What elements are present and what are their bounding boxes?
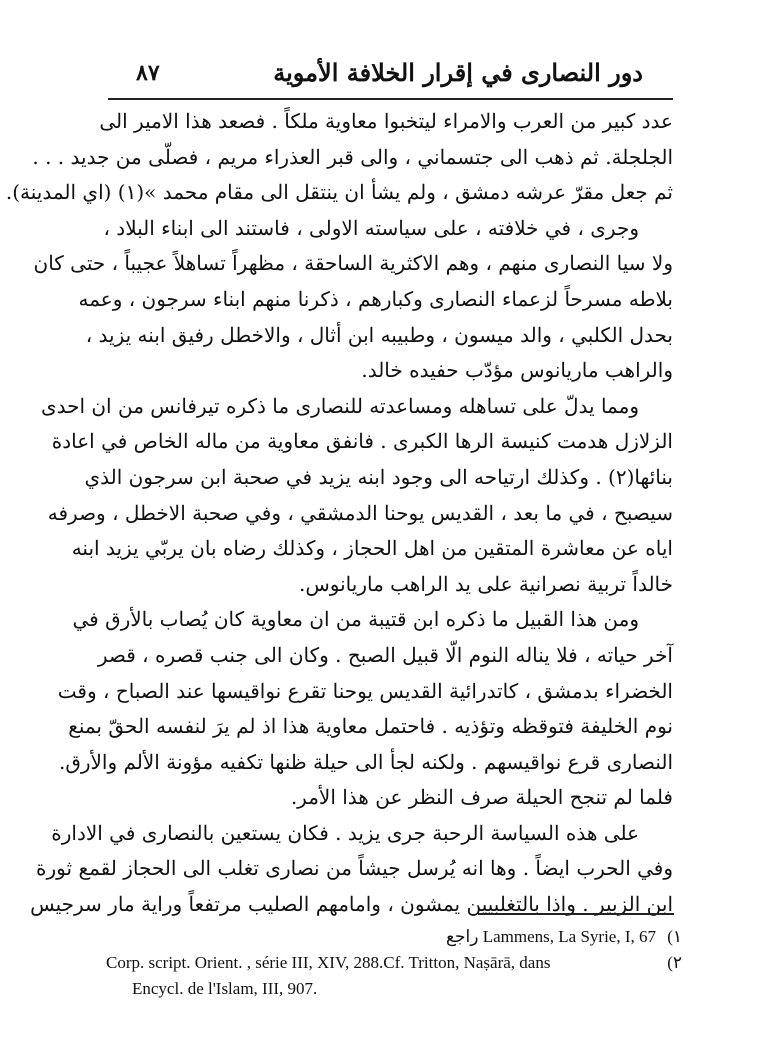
text-line: الجلجلة. ثم ذهب الى جتسماني ، والى قبر العذراء مريم ، فصلّى من جديد . . . bbox=[32, 144, 673, 169]
text-line: آخر حياته ، فلا يناله النوم الّا قبيل الصبح . وكان الى جنب قصره ، قصر bbox=[97, 642, 673, 667]
running-title: دور النصارى في إقرار الخلافة الأموية bbox=[273, 58, 643, 87]
footnote-1-number: ١) bbox=[667, 927, 682, 946]
footnote-1-text: راجع Lammens, La Syrie, I, 67 bbox=[445, 927, 656, 946]
text-line: ثم جعل مقرّ عرشه دمشق ، ولم يشأ ان ينتقل الى مقام محمد »(١) (اي المدينة). bbox=[5, 180, 673, 205]
text-line: الخضراء بدمشق ، كاتدرائية القديس يوحنا تقرع نواقيسها عند الصباح ، وقت bbox=[57, 678, 673, 703]
footnote-2-text-continued: Encycl. de l'Islam, III, 907. bbox=[132, 979, 318, 998]
text-line: الزلازل هدمت كنيسة الرها الكبرى . فانفق معاوية من ماله الخاص في اعادة bbox=[51, 429, 673, 454]
text-line: بلاطه مسرحاً لزعماء النصارى وكبارهم ، ذكرنا منهم ابناء سرجون ، وعمه bbox=[78, 286, 673, 311]
text-line: والراهب ماريانوس مؤدّب حفيده خالد. bbox=[361, 358, 673, 383]
footnote-2-number: ٢) bbox=[667, 953, 682, 972]
text-line: النصارى قرع نواقيسهم . ولكنه لجأ الى حيلة ظنها تكفيه مؤونة الألم والأرق. bbox=[58, 749, 673, 774]
footnote-1 bbox=[96, 924, 682, 950]
text-line: على هذه السياسة الرحبة جرى يزيد . فكان يستعين بالنصارى في الادارة bbox=[51, 820, 639, 845]
text-line: سيصبح ، في ما بعد ، القديس يوحنا الدمشقي ، وفي صحبة الاخطل ، وصرفه bbox=[47, 500, 673, 525]
page-number: ٨٧ bbox=[136, 60, 160, 86]
text-line: بنائها(٢) . وكذلك ارتياحه الى وجود ابنه يزيد في صحبة ابن سرجون الذي bbox=[84, 464, 673, 489]
text-line: ومما يدلّ على تساهله ومساعدته للنصارى ما ذكره تيرفانس من ان احدى bbox=[40, 393, 639, 418]
footnotes bbox=[96, 924, 682, 1002]
text-line: بحدل الكلبي ، والد ميسون ، وطبيبه ابن أثال ، والاخطل رفيق ابنه يزيد ، bbox=[85, 322, 673, 347]
footnote-2-text: Corp. script. Orient. , série III, XIV, 288.Cf. Tritton, Naṣārā, dans bbox=[106, 953, 551, 972]
footnote-divider bbox=[478, 913, 674, 915]
page-header bbox=[108, 48, 673, 100]
text-line: وجرى ، في خلافته ، على سياسته الاولى ، فاستند الى ابناء البلاد ، bbox=[103, 215, 639, 240]
body-text bbox=[5, 104, 673, 923]
text-line: خالداً تربية نصرانية على يد الراهب ماريانوس. bbox=[298, 571, 673, 596]
text-line: ولا سيا النصارى منهم ، وهم الاكثرية الساحقة ، مظهراً تساهلاً عجيباً ، حتى كان bbox=[33, 251, 673, 276]
text-line: اياه عن معاشرة المتقين من اهل الحجاز ، وكذلك رضاه بان يربّي يزيد ابنه bbox=[71, 536, 673, 561]
text-line: ابن الزبير . واذا بالتغلبيين يمشون ، وامامهم الصليب مرتفعاً وراية مار سرجيس bbox=[30, 892, 673, 917]
text-line: ومن هذا القبيل ما ذكره ابن قتيبة من ان معاوية كان يُصاب بالأرق في bbox=[72, 607, 639, 632]
footnote-2 bbox=[96, 950, 682, 976]
text-line: فلما لم تنجح الحيلة صرف النظر عن هذا الأمر. bbox=[290, 785, 673, 810]
text-line: نوم الخليفة فتوقظه وتؤذيه . فاحتمل معاوية هذا اذ لم يرَ لنفسه الحقّ بمنع bbox=[68, 714, 673, 739]
text-line: عدد كبير من العرب والامراء ليتخبوا معاوية ملكاً . فصعد هذا الامير الى bbox=[99, 109, 673, 133]
text-line: وفي الحرب ايضاً . وها انه يُرسل جيشاً من نصارى تغلب الى الحجاز لقمع ثورة bbox=[36, 856, 673, 881]
footnote-2-continued bbox=[96, 976, 682, 1002]
